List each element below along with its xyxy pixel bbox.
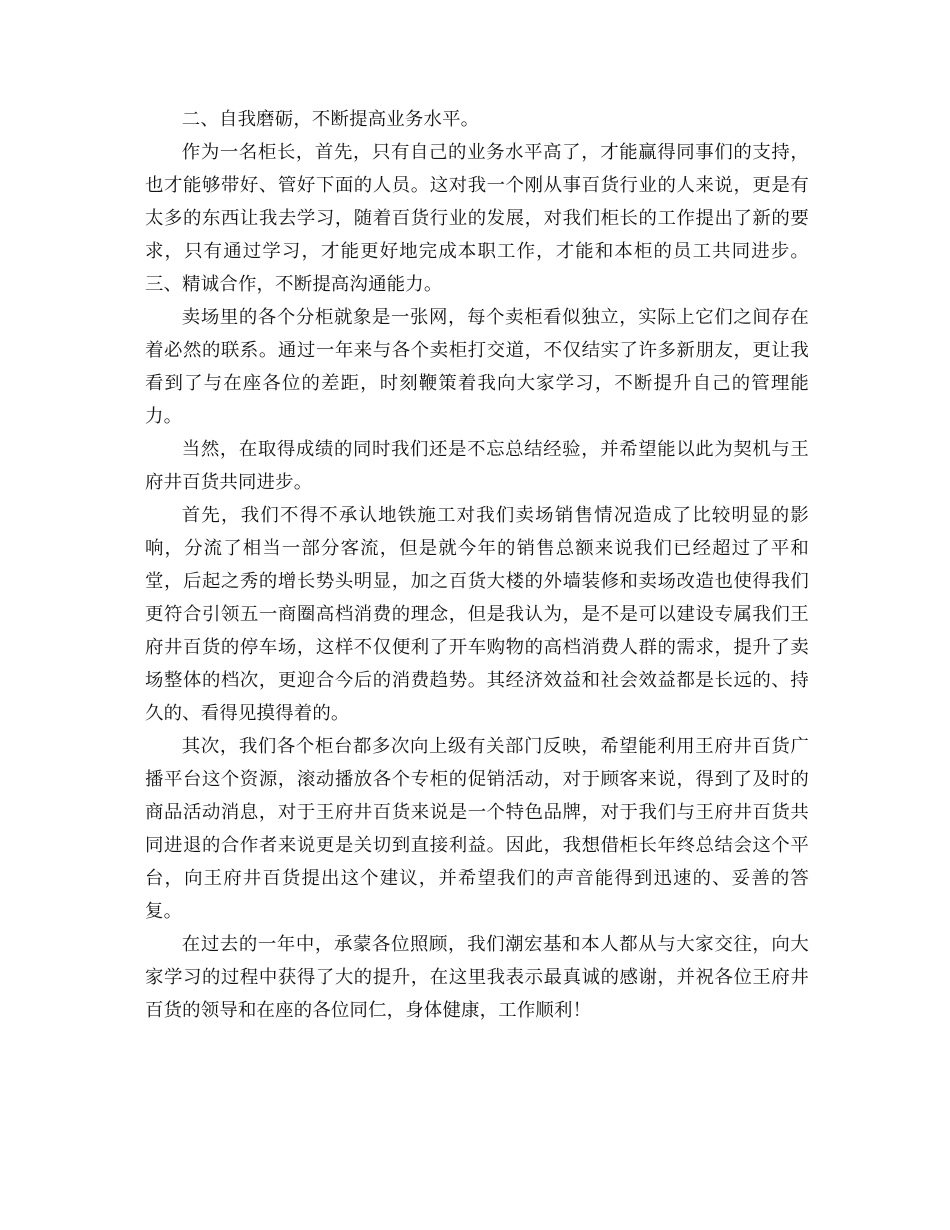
- paragraph: 卖场里的各个分柜就象是一张网，每个卖柜看似独立，实际上它们之间存在着必然的联系。通过一年来与各个卖柜打交道，不仅结实了许多新朋友，更让我看到了与在座各位的差距，时刻鞭策着我向大家学习，不断提升自己的管理能力。: [145, 307, 809, 427]
- document-body: [145, 103, 809, 1027]
- paragraph: 在过去的一年中，承蒙各位照顾，我们潮宏基和本人都从与大家交往，向大家学习的过程中获得了大的提升，在这里我表示最真诚的感谢，并祝各位王府井百货的领导和在座的各位同仁，身体健康，工作顺利！: [145, 934, 809, 1021]
- paragraph: 其次，我们各个柜台都多次向上级有关部门反映，希望能利用王府井百货广播平台这个资源，滚动播放各个专柜的促销活动，对于顾客来说，得到了及时的商品活动消息，对于王府井百货来说是一个特色品牌，对于我们与王府井百货共同进退的合作者来说更是关切到直接利益。因此，我想借柜长年终总结会这个平台，向王府井百货提出这个建议，并希望我们的声音能得到迅速的、妥善的答复。: [145, 736, 809, 922]
- paragraph: 当然，在取得成绩的同时我们还是不忘总结经验，并希望能以此为契机与王府井百货共同进步。: [145, 439, 809, 493]
- paragraph: 首先，我们不得不承认地铁施工对我们卖场销售情况造成了比较明显的影响，分流了相当一部分客流，但是就今年的销售总额来说我们已经超过了平和堂，后起之秀的增长势头明显，加之百货大楼的外墙装修和卖场改造也使得我们更符合引领五一商圈高档消费的理念，但是我认为，是不是可以建设专属我们王府井百货的停车场，这样不仅便利了开车购物的高档消费人群的需求，提升了卖场整体的档次，更迎合今后的消费趋势。其经济效益和社会效益都是长远的、持久的、看得见摸得着的。: [145, 505, 809, 724]
- paragraph: 作为一名柜长，首先，只有自己的业务水平高了，才能赢得同事们的支持，也才能够带好、管好下面的人员。这对我一个刚从事百货行业的人来说，更是有太多的东西让我去学习，随着百货行业的发展，对我们柜长的工作提出了新的要求，只有通过学习，才能更好地完成本职工作，才能和本柜的员工共同进步。三、精诚合作，不断提高沟通能力。: [145, 142, 809, 295]
- section-heading: 二、自我磨砺，不断提高业务水平。: [181, 109, 480, 130]
